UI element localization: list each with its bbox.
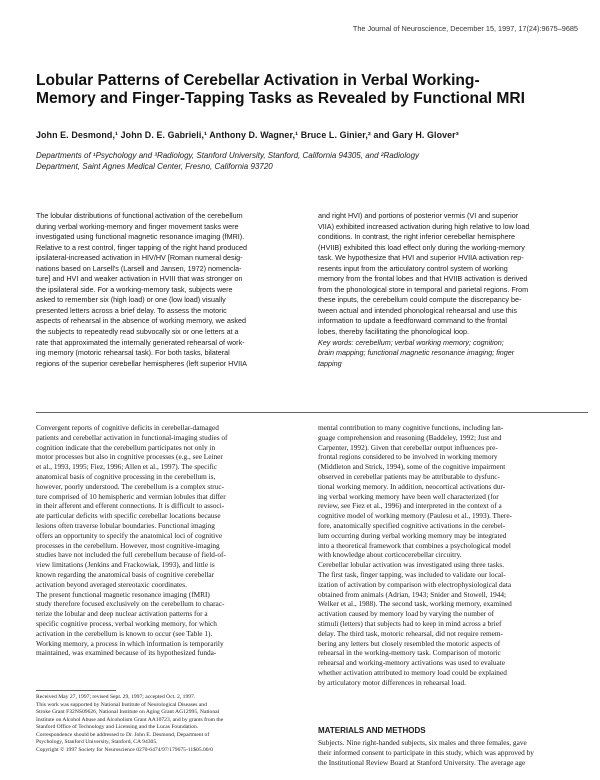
text-line: Stroke Grant F32NS09626, National Institute on Aging Grant AG12995, National: [36, 709, 220, 715]
text-line: with knowledge about corticocerebellar circuitry.: [318, 550, 462, 560]
footnote-divider: [36, 690, 116, 691]
text-line: Psychology, Stanford University, Stanford, CA 94305.: [36, 739, 158, 745]
text-line: obtained from animals (Adrian, 1943; Snider and Stowell, 1944;: [318, 589, 507, 599]
text-line: brain mapping; functional magnetic resonance imaging; finger: [318, 348, 515, 358]
text-line: conditions. In contrast, the right inferior cerebellar hemisphere: [318, 232, 515, 242]
title-line: Memory and Finger-Tapping Tasks as Revealed by Functional MRI: [36, 90, 525, 108]
text-line: studies have not included the full cerebellum because of field-of-: [36, 550, 226, 560]
text-line: review, see Fiez et al., 1996) and interpreted in the context of a: [318, 501, 502, 511]
text-line: cognition indicate that the cerebellum participates not only in: [36, 442, 216, 452]
methods-text: [318, 738, 588, 767]
text-line: Institute on Alcohol Abuse and Alcoholism Grant AA10723, and by grants from the: [36, 716, 224, 723]
text-line: The present functional magnetic resonance imaging (fMRI): [36, 589, 210, 599]
text-line: rehearsal and working-memory activations was used to evaluate: [318, 658, 506, 668]
text-line: ipsilateral-increased activation in HIV/HV [Roman numeral desig-: [36, 253, 243, 263]
text-line: Convergent reports of cognitive deficits in cerebellar-damaged: [36, 423, 219, 432]
text-line: VIIA) exhibited increased activation during high relative to low load: [318, 221, 530, 231]
text-line: maintained, was examined because of its hypothesized funda-: [36, 648, 217, 658]
text-line: Relative to a rest control, finger tapping of the right hand produced: [36, 242, 247, 252]
text-line: Copyright © 1997 Society for Neuroscience 0270-6474/97/179675-11$05.00/0: [36, 746, 213, 753]
text-line: during verbal working-memory and finger movement tasks were: [36, 221, 239, 231]
author-list: John E. Desmond,¹ John D. E. Gabrieli,¹ Anthony D. Wagner,¹ Bruce L. Ginier,² and Gary H. Glover³: [36, 130, 459, 140]
text-line: frontal regions considered to be involved in working memory: [318, 452, 498, 462]
abstract-left-column: [36, 211, 302, 369]
abstract-right-column: [318, 211, 588, 369]
text-line: anatomical basis of cognitive processing in the cerebellum is,: [36, 471, 216, 481]
text-line: This work was supported by National Institute of Neurological Diseases and: [36, 701, 207, 708]
text-line: lesions often traverse lobular boundaries. Functional imaging: [36, 520, 215, 530]
text-line: bering any letters but closely resembled the motoric aspects of: [318, 638, 501, 648]
text-line: known regarding the anatomical basis of cognitive cerebellar: [36, 569, 215, 579]
text-line: however, poorly understood. The cerebellum is a complex struc-: [36, 481, 225, 491]
text-line: by articulatory motor differences in rehearsal load.: [318, 677, 466, 687]
text-line: lobes, thereby facilitating the phonological loop.: [318, 327, 470, 337]
text-line: ture comprised of 10 hemispheric and vermian lobules that differ: [36, 491, 226, 501]
text-line: view limitations (Jenkins and Frackowiak, 1993), and little is: [36, 560, 215, 570]
text-line: ture] and HVI and weaker activation in HVIII that was stronger on: [36, 274, 243, 284]
text-line: cognitive model of working memory (Paulesu et al., 1993). There-: [318, 511, 512, 521]
text-line: terize the lobular and deep nuclear activation patterns for a: [36, 609, 208, 619]
text-line: the Institutional Review Board at Stanford University. The average age: [318, 757, 526, 767]
text-line: aspects of rehearsal in the absence of working memory, we asked: [36, 316, 247, 326]
text-line: the ipsilateral side. For a working-memory task, subjects were: [36, 284, 233, 294]
text-line: Key words: cerebellum; verbal working memory; cognition;: [318, 337, 504, 347]
text-line: Working memory, a process in which information is temporarily: [36, 638, 224, 648]
text-line: rate that approximated the internally generated rehearsal of work-: [36, 337, 245, 347]
text-line: Carpenter, 1992). Given that cerebellar output influences pre-: [318, 442, 498, 452]
running-head: The Journal of Neuroscience, December 15, 1997, 17(24):9675–9685: [352, 24, 578, 33]
text-line: lum occurring during verbal working memory may be integrated: [318, 530, 507, 540]
section-heading: MATERIALS AND METHODS: [318, 726, 426, 735]
text-line: their informed consent to participate in this study, which was approved by: [318, 747, 534, 757]
text-line: from the phonological store in temporal and parietal regions. From: [318, 284, 529, 294]
affiliation-line: Departments of ¹Psychology and ³Radiology, Stanford University, Stanford, California 94305, and ²Radiology: [36, 151, 420, 160]
text-line: information to update a feedforward command to the frontal: [318, 316, 507, 326]
text-line: Received May 27, 1997; revised Sept. 29, 1997; accepted Oct. 2, 1997.: [36, 694, 196, 700]
text-line: ing verbal working memory have been well characterized (for: [318, 491, 499, 501]
text-line: Subjects. Nine right-handed subjects, six males and three females, gave: [318, 738, 527, 747]
abstract-divider: [36, 412, 588, 413]
text-line: investigated using functional magnetic resonance imaging (fMRI).: [36, 232, 245, 242]
text-line: in their afferent and efferent connections. It is difficult to associ-: [36, 501, 225, 511]
abstract-right-text: [318, 211, 588, 338]
text-line: motor processes but also in cognitive processes (e.g., see Leiner: [36, 452, 223, 462]
footnotes: [36, 694, 302, 754]
text-line: (HVIIB) exhibited this load effect only during the working-memory: [318, 242, 525, 252]
text-line: tween actual and intended phonological rehearsal and use this: [318, 305, 517, 315]
text-line: memory from the frontal lobes and that HVIIB activation is derived: [318, 274, 528, 284]
text-line: activation beyond averaged stereotaxic coordinates.: [36, 579, 187, 589]
text-line: specific cognitive process, verbal working memory, for which: [36, 618, 217, 628]
text-line: nations based on Larsell's (Larsell and Jansen, 1972) nomencla-: [36, 263, 242, 273]
text-line: The lobular distributions of functional activation of the cerebellum: [36, 211, 243, 220]
text-line: regions of the superior cerebellar hemispheres (left superior HVIIA: [36, 358, 247, 368]
article-title: [36, 72, 576, 109]
text-line: offers an opportunity to specify the anatomical loci of cognitive: [36, 530, 223, 540]
text-line: et al., 1993, 1995; Fiez, 1996; Allen et al., 1997). The specific: [36, 462, 218, 472]
body-left-column: [36, 423, 302, 658]
text-line: tapping: [318, 358, 342, 368]
text-line: these inputs, the cerebellum could compute the discrepancy be-: [318, 295, 522, 305]
text-line: task. We hypothesize that HVI and superior HVIIA activation rep-: [318, 253, 524, 263]
text-line: Welker et al., 1988). The second task, working memory, examined: [318, 599, 512, 609]
text-line: and right HVI) and portions of posterior vermis (VI and superior: [318, 211, 519, 220]
text-line: the subjects to repeatedly read subvocally six or one letters at a: [36, 327, 239, 337]
text-line: whether activation attributed to memory load could be explained: [318, 667, 507, 677]
keywords: [318, 338, 588, 370]
text-line: Correspondence should be addressed to Dr. John E. Desmond, Department of: [36, 731, 210, 738]
title-line: Lobular Patterns of Cerebellar Activation in Verbal Working-: [36, 72, 480, 89]
text-line: ate particular deficits with specific cerebellar locations because: [36, 511, 221, 521]
text-line: ization of activation by comparison with electrophysiological data: [318, 579, 512, 589]
text-line: patients and cerebellar activation in functional-imaging studies of: [36, 432, 228, 442]
text-line: stimuli (letters) that subjects had to keep in mind across a brief: [318, 618, 502, 628]
text-line: (Middleton and Strick, 1994), some of the cognitive impairment: [318, 462, 506, 472]
text-line: mental contribution to many cognitive functions, including lan-: [318, 423, 504, 432]
body-right-column: [318, 423, 588, 688]
text-line: resents input from the articulatory control system of working: [318, 263, 508, 273]
text-line: processes in the cerebellum. However, most cognitive-imaging: [36, 540, 220, 550]
text-line: Stanford Office of Technology and Licensing and the Lucas Foundation.: [36, 724, 199, 730]
text-line: tional working memory. In addition, neocortical activations dur-: [318, 481, 506, 491]
text-line: activation in the cerebellum is known to occur (see Table 1).: [36, 628, 213, 638]
text-line: The first task, finger tapping, was included to validate our local-: [318, 569, 506, 579]
text-line: Cerebellar lobular activation was investigated using three tasks.: [318, 560, 505, 570]
text-line: observed in cerebellar patients may be attributable to dysfunc-: [318, 471, 500, 481]
text-line: into a theoretical framework that combines a psychological model: [318, 540, 511, 550]
text-line: guage comprehension and reasoning (Baddeley, 1992; Just and: [318, 432, 502, 442]
text-line: fore, anatomically specified cognitive activations in the cerebel-: [318, 520, 506, 530]
text-line: asked to remember six (high load) or one (low load) visually: [36, 295, 226, 305]
text-line: delay. The third task, motoric rehearsal, did not require remem-: [318, 628, 503, 638]
text-line: rehearsal in the working-memory task. Comparison of motoric: [318, 648, 501, 658]
text-line: study therefore focused exclusively on the cerebellum to charac-: [36, 599, 225, 609]
affiliation-line: Department, Saint Agnes Medical Center, Fresno, California 93720: [36, 162, 273, 172]
affiliations: [36, 150, 516, 173]
text-line: presented letters across a brief delay. To assess the motoric: [36, 305, 227, 315]
text-line: ing memory (motoric rehearsal task). For both tasks, bilateral: [36, 348, 230, 358]
text-line: activation caused by memory load by varying the number of: [318, 609, 495, 619]
